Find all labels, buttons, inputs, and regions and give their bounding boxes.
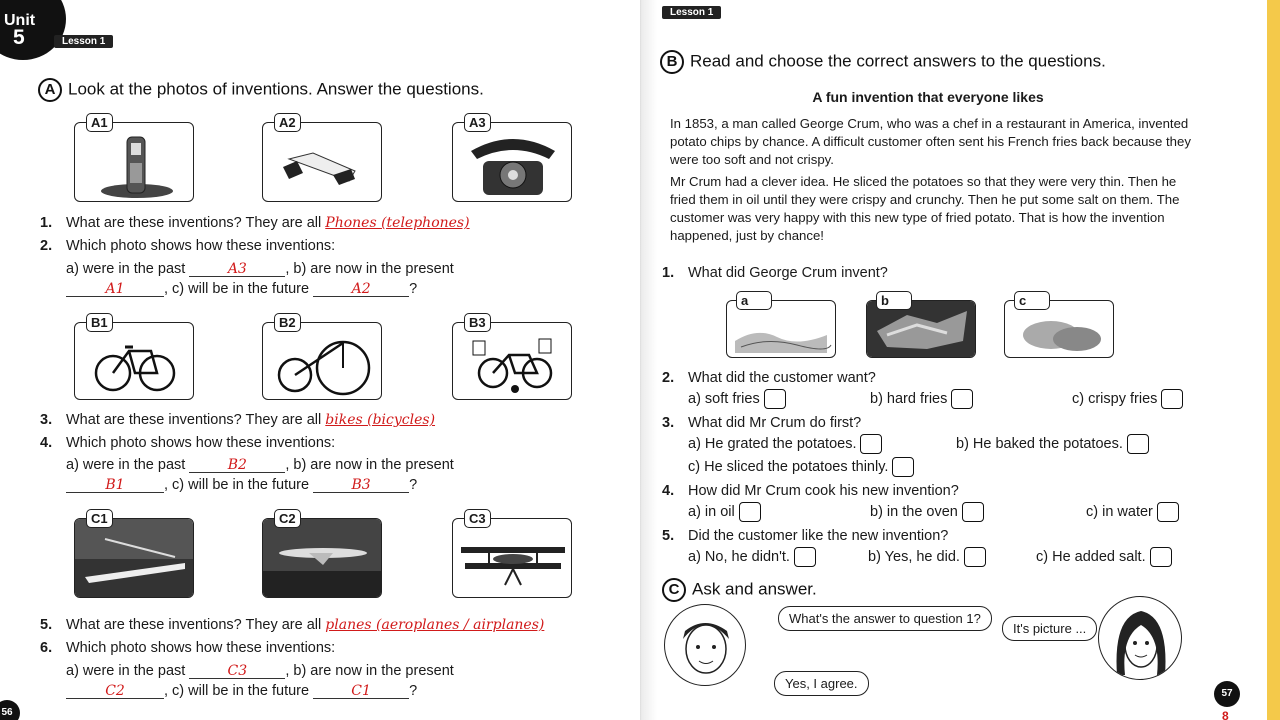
speech-bubble-1: What's the answer to question 1?: [778, 606, 992, 631]
section-letter: B: [660, 50, 684, 74]
photo-label-c3: C3: [464, 509, 491, 528]
page-marker: 8: [1222, 709, 1229, 720]
checkbox[interactable]: [764, 389, 786, 409]
boy-face-icon: [665, 605, 746, 686]
question-2-line-b: A1 , c) will be in the future A2 ?: [66, 281, 417, 297]
photo-label-b3: B3: [464, 313, 491, 332]
question-1: 1. What are these inventions? They are all Phones (telephones): [40, 215, 470, 231]
answer-field[interactable]: C1: [313, 684, 409, 699]
photo-label-c1: C1: [86, 509, 113, 528]
speech-bubble-3: Yes, I agree.: [774, 671, 869, 696]
photo-label-b2: B2: [274, 313, 301, 332]
answer-field[interactable]: A1: [66, 282, 164, 297]
unit-number: 5: [13, 26, 25, 49]
answer-field[interactable]: A3: [189, 262, 285, 277]
photo-c2: [262, 518, 382, 598]
answer-field[interactable]: B1: [66, 478, 164, 493]
checkbox[interactable]: [1161, 389, 1183, 409]
unit-badge: [0, 0, 66, 60]
option-label-b: b: [876, 291, 912, 310]
question-4-line-b: B1 , c) will be in the future B3 ?: [66, 477, 417, 493]
q4-option-b[interactable]: b) in the oven: [870, 502, 984, 522]
photo-a3: [452, 122, 572, 202]
checkbox[interactable]: [962, 502, 984, 522]
q5-option-b[interactable]: b) Yes, he did.: [868, 547, 986, 567]
speech-bubble-2: It's picture ...: [1002, 616, 1097, 641]
photo-a2: [262, 122, 382, 202]
photo-a1: [74, 122, 194, 202]
photo-b2: [262, 322, 382, 400]
q2-option-b[interactable]: b) hard fries: [870, 389, 973, 409]
q3-option-b[interactable]: b) He baked the potatoes.: [956, 434, 1149, 454]
q5-option-a[interactable]: a) No, he didn't.: [688, 547, 816, 567]
photo-label-b1: B1: [86, 313, 113, 332]
question-5: 5. What are these inventions? They are all planes (aeroplanes / airplanes): [40, 617, 545, 633]
question-4-line-a: a) were in the past B2 , b) are now in the present: [66, 457, 454, 473]
checkbox[interactable]: [794, 547, 816, 567]
checkbox[interactable]: [739, 502, 761, 522]
unit-word: Unit: [4, 12, 36, 29]
q2-option-a[interactable]: a) soft fries: [688, 389, 786, 409]
photo-b1: [74, 322, 194, 400]
checkbox[interactable]: [951, 389, 973, 409]
story-title: A fun invention that everyone likes: [812, 89, 1044, 105]
lesson-tag: Lesson 1: [54, 35, 113, 48]
answer-field[interactable]: A2: [313, 282, 409, 297]
question-6-line-a: a) were in the past C3 , b) are now in the present: [66, 663, 454, 679]
answer-field[interactable]: C3: [189, 664, 285, 679]
story-paragraph-1: In 1853, a man called George Crum, who was a chef in a restaurant in America, invented potato chips by chance. A difficult customer often sent his French fries back because they were too soft and not crispy.: [670, 116, 1191, 167]
q3-option-c[interactable]: c) He sliced the potatoes thinly.: [688, 457, 914, 477]
q5-option-c[interactable]: c) He added salt.: [1036, 547, 1172, 567]
early-airplane-icon: [75, 519, 194, 598]
photo-label-a2: A2: [274, 113, 301, 132]
racing-bike-icon: [75, 323, 194, 400]
b-question-2: 2. What did the customer want?: [662, 370, 876, 386]
boy-avatar: [664, 604, 746, 686]
lesson-tag: Lesson 1: [662, 6, 721, 19]
story-paragraph-2: Mr Crum had a clever idea. He sliced the potatoes so that they were very thin. Then he fried them in oil until they were crispy and crunchy. Then he put some salt on them. The customer was very happy with this new type of fried potato. That is how the invention happened, just by chance!: [670, 174, 1180, 243]
airliner-icon: [263, 519, 382, 598]
b-question-5: 5. Did the customer like the new invention?: [662, 528, 949, 544]
q4-option-c[interactable]: c) in water: [1086, 502, 1179, 522]
section-c-heading: [662, 578, 817, 602]
answer-field[interactable]: C2: [66, 684, 164, 699]
photo-b3: [452, 322, 572, 400]
checkbox[interactable]: [892, 457, 914, 477]
girl-avatar: [1098, 596, 1182, 680]
page-number-left: 56: [0, 700, 20, 720]
cordless-phone-icon: [75, 123, 194, 202]
answer-1: Phones (telephones): [325, 215, 470, 231]
e-bike-icon: [453, 323, 572, 400]
question-4: 4. Which photo shows how these inventions:: [40, 435, 336, 451]
q3-option-a[interactable]: a) He grated the potatoes.: [688, 434, 882, 454]
section-b-heading: [660, 50, 1106, 74]
photo-label-a1: A1: [86, 113, 113, 132]
section-b-title: Read and choose the correct answers to the questions.: [690, 51, 1106, 71]
q2-option-c[interactable]: c) crispy fries: [1072, 389, 1183, 409]
question-2-line-a: a) were in the past A3 , b) are now in the present: [66, 261, 454, 277]
section-a-heading: [38, 78, 484, 102]
section-letter: C: [662, 578, 686, 602]
option-label-a: a: [736, 291, 772, 310]
b-question-3: 3. What did Mr Crum do first?: [662, 415, 862, 431]
photo-label-c2: C2: [274, 509, 301, 528]
question-6-line-b: C2 , c) will be in the future C1 ?: [66, 683, 417, 699]
q4-option-a[interactable]: a) in oil: [688, 502, 761, 522]
question-3: 3. What are these inventions? They are all bikes (bicycles): [40, 412, 436, 428]
question-6: 6. Which photo shows how these inventions:: [40, 640, 336, 656]
checkbox[interactable]: [1150, 547, 1172, 567]
b-question-4: 4. How did Mr Crum cook his new invention?: [662, 483, 959, 499]
girl-face-icon: [1099, 597, 1182, 680]
right-page: [640, 0, 1280, 720]
checkbox[interactable]: [1157, 502, 1179, 522]
answer-3: bikes (bicycles): [325, 412, 436, 428]
section-a-title: Look at the photos of inventions. Answer the questions.: [68, 79, 484, 99]
page-number-right: 57: [1214, 681, 1240, 707]
question-2: 2. Which photo shows how these inventions:: [40, 238, 336, 254]
answer-field[interactable]: B3: [313, 478, 409, 493]
checkbox[interactable]: [964, 547, 986, 567]
answer-5: planes (aeroplanes / airplanes): [325, 617, 545, 633]
story-text: [670, 115, 1200, 245]
biplane-icon: [453, 519, 572, 598]
option-label-c: c: [1014, 291, 1050, 310]
section-c-title: Ask and answer.: [692, 579, 817, 599]
section-letter: A: [38, 78, 62, 102]
rotary-phone-icon: [453, 123, 572, 202]
b-question-1: 1. What did George Crum invent?: [662, 265, 888, 281]
mobile-phone-icon: [263, 123, 382, 202]
checkbox[interactable]: [860, 434, 882, 454]
photo-label-a3: A3: [464, 113, 491, 132]
photo-c1: [74, 518, 194, 598]
checkbox[interactable]: [1127, 434, 1149, 454]
penny-farthing-icon: [263, 323, 382, 400]
answer-field[interactable]: B2: [189, 458, 285, 473]
photo-c3: [452, 518, 572, 598]
